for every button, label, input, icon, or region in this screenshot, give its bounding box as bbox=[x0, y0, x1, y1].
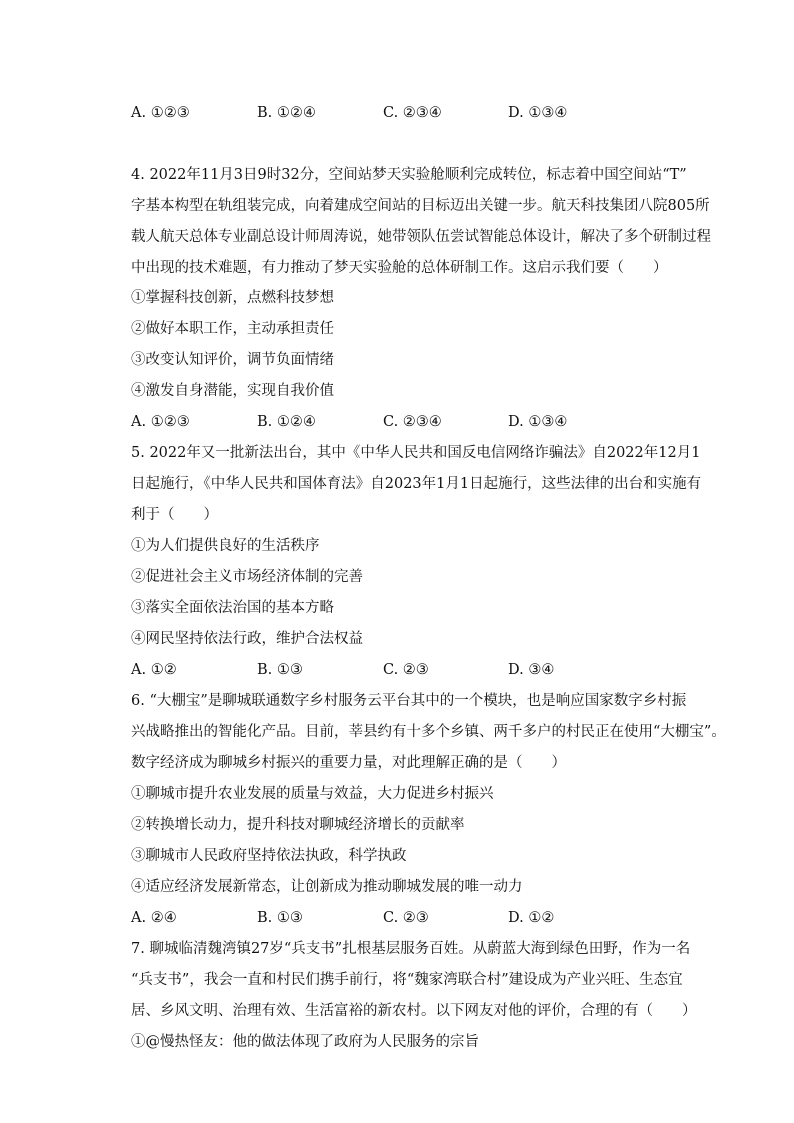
q6-item-1: ①聊城市提升农业发展的质量与效益，大力促进乡村振兴 bbox=[131, 786, 494, 802]
q4-stem-line-1: 4. 2022年11月3日9时32分，空间站梦天实验舱顺利完成转位，标志着中国空间站“T” bbox=[131, 167, 687, 183]
q4-item-4: ④激发自身潜能，实现自我价值 bbox=[131, 383, 334, 399]
q3-option-d: D. ①③④ bbox=[508, 105, 568, 121]
q4-stem-line-4: 中出现的技术难题，有力推动了梦天实验舱的总体研制工作。这启示我们要（ ） bbox=[131, 260, 668, 276]
q4-option-c: C. ②③④ bbox=[383, 414, 442, 430]
q6-item-2: ②转换增长动力，提升科技对聊城经济增长的贡献率 bbox=[131, 817, 465, 833]
q5-item-4: ④网民坚持依法行政，维护合法权益 bbox=[131, 631, 363, 647]
q5-option-a: A. ①② bbox=[131, 662, 177, 678]
q6-option-d: D. ①② bbox=[508, 910, 555, 926]
q5-item-1: ①为人们提供良好的生活秩序 bbox=[131, 538, 320, 554]
q4-option-b: B. ①②④ bbox=[257, 414, 316, 430]
q7-stem-line-1: 7. 聊城临清魏湾镇27岁“兵支书”扎根基层服务百姓。从蔚蓝大海到绿色田野，作为一名 bbox=[131, 941, 691, 957]
q6-stem-line-3: 数字经济成为聊城乡村振兴的重要力量，对此理解正确的是（ ） bbox=[131, 755, 566, 771]
q7-item-1: ①@慢热怪友：他的做法体现了政府为人民服务的宗旨 bbox=[131, 1034, 479, 1050]
q3-option-b: B. ①②④ bbox=[257, 105, 316, 121]
q4-option-d: D. ①③④ bbox=[508, 414, 568, 430]
q4-item-1: ①掌握科技创新，点燃科技梦想 bbox=[131, 290, 334, 306]
q5-item-2: ②促进社会主义市场经济体制的完善 bbox=[131, 569, 363, 585]
q6-item-3: ③聊城市人民政府坚持依法执政，科学执政 bbox=[131, 848, 407, 864]
q4-option-a: A. ①②③ bbox=[131, 414, 190, 430]
q4-item-3: ③改变认知评价，调节负面情绪 bbox=[131, 352, 334, 368]
q7-stem-line-3: 居、乡风文明、治理有效、生活富裕的新农村。以下网友对他的评价，合理的有（ ） bbox=[131, 1003, 697, 1019]
q6-option-b: B. ①③ bbox=[257, 910, 303, 926]
q7-stem-line-2: “兵支书”，我会一直和村民们携手前行，将“魏家湾联合村”建设成为产业兴旺、生态宜 bbox=[131, 972, 683, 988]
q6-item-4: ④适应经济发展新常态，让创新成为推动聊城发展的唯一动力 bbox=[131, 879, 523, 895]
q5-item-3: ③落实全面依法治国的基本方略 bbox=[131, 600, 334, 616]
q5-option-c: C. ②③ bbox=[383, 662, 429, 678]
q6-option-c: C. ②③ bbox=[383, 910, 429, 926]
q3-option-a: A. ①②③ bbox=[131, 105, 190, 121]
q5-stem-line-3: 利于（ ） bbox=[131, 507, 218, 523]
q6-stem-line-1: 6. “大棚宝”是聊城联通数字乡村服务云平台其中的一个模块，也是响应国家数字乡村振 bbox=[131, 693, 687, 709]
q6-option-a: A. ②④ bbox=[131, 910, 177, 926]
q4-stem-line-3: 载人航天总体专业副总设计师周涛说，她带领队伍尝试智能总体设计，解决了多个研制过程 bbox=[131, 229, 711, 245]
q5-option-b: B. ①③ bbox=[257, 662, 303, 678]
q4-stem-line-2: 字基本构型在轨组装完成，向着建成空间站的目标迈出关键一步。航天科技集团八院805所 bbox=[131, 198, 710, 214]
q5-stem-line-2: 日起施行，《中华人民共和国体育法》自2023年1月1日起施行，这些法律的出台和实施有 bbox=[131, 476, 702, 492]
q4-item-2: ②做好本职工作，主动承担责任 bbox=[131, 321, 334, 337]
q5-option-d: D. ③④ bbox=[508, 662, 555, 678]
q3-option-c: C. ②③④ bbox=[383, 105, 442, 121]
q5-stem-line-1: 5. 2022年又一批新法出台，其中《中华人民共和国反电信网络诈骗法》自2022年12月1 bbox=[131, 445, 701, 461]
q6-stem-line-2: 兴战略推出的智能化产品。目前，莘县约有十多个乡镇、两千多户的村民正在使用“大棚宝”。 bbox=[131, 724, 726, 740]
